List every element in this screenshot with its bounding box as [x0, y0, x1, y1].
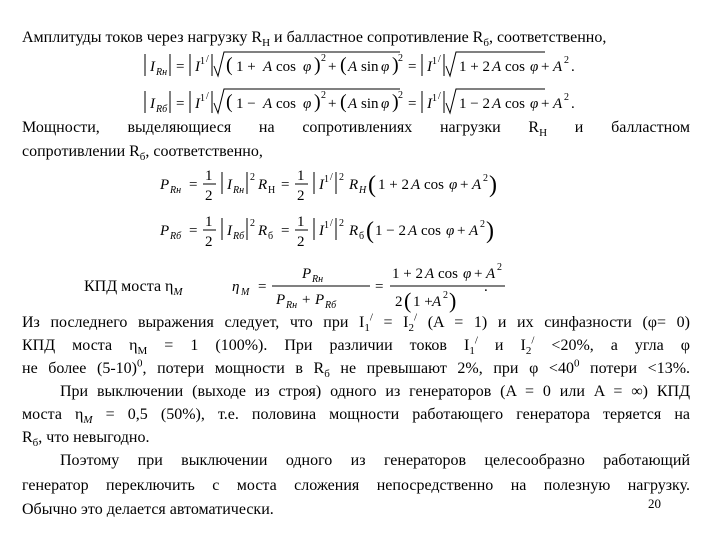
svg-text:Rн: Rн: [233, 185, 245, 196]
svg-text:1: 1: [200, 56, 205, 67]
svg-text:): ): [392, 54, 399, 76]
page-number: 20: [648, 496, 661, 511]
svg-text:=: =: [375, 279, 384, 295]
svg-text:/: /: [206, 91, 209, 102]
paragraph-line-4: При выключении (выходе из строя) одного из генераторов (A = 0 или A = ∞) КПД: [60, 383, 690, 400]
svg-text:(: (: [226, 91, 233, 113]
svg-text:б: б: [268, 231, 274, 242]
svg-text:2: 2: [398, 53, 403, 64]
svg-text:cos: cos: [424, 177, 444, 193]
svg-text:): ): [392, 91, 399, 113]
svg-text:A: A: [486, 266, 496, 282]
svg-text:φ: φ: [303, 59, 312, 75]
svg-text:φ: φ: [381, 59, 390, 75]
svg-text:1 − 2: 1 − 2: [459, 96, 490, 112]
svg-text:(: (: [368, 172, 376, 198]
svg-text:φ: φ: [303, 96, 312, 112]
svg-text:A: A: [263, 59, 273, 75]
svg-text:A: A: [472, 177, 482, 193]
svg-text:1: 1: [324, 220, 329, 231]
svg-text:+: +: [474, 266, 483, 282]
svg-text:.: .: [571, 59, 575, 75]
svg-text:/: /: [330, 172, 333, 183]
svg-text:1: 1: [297, 168, 305, 184]
svg-text:=: =: [281, 177, 290, 193]
svg-text:φ: φ: [446, 223, 455, 239]
svg-text:1 + 2: 1 + 2: [378, 177, 409, 193]
svg-text:=: =: [408, 59, 417, 75]
svg-text:I: I: [195, 59, 200, 75]
svg-text:P: P: [160, 177, 170, 193]
svg-text:2: 2: [480, 219, 485, 230]
svg-text:cos: cos: [276, 59, 296, 75]
svg-text:1 +: 1 +: [236, 59, 256, 75]
svg-text:A: A: [492, 96, 502, 112]
svg-text:): ): [449, 288, 457, 313]
svg-text:): ): [314, 91, 321, 113]
svg-text:A: A: [408, 223, 418, 239]
svg-text:A: A: [553, 96, 563, 112]
svg-text:P: P: [315, 292, 325, 308]
svg-text:P: P: [160, 223, 170, 239]
svg-text:2: 2: [339, 172, 344, 183]
svg-text:φ: φ: [530, 59, 539, 75]
formula-current-load: [145, 52, 575, 78]
svg-text:A: A: [553, 59, 563, 75]
svg-text:R: R: [349, 223, 359, 239]
svg-text:б: б: [359, 231, 365, 242]
svg-text:cos: cos: [276, 96, 296, 112]
paragraph-line-6: $R_б$, что невыгодно.: [22, 429, 150, 450]
svg-text:Rб: Rб: [233, 231, 245, 242]
svg-text:1 +: 1 +: [413, 294, 433, 310]
svg-text:+: +: [541, 59, 550, 75]
svg-text:1 + 2: 1 + 2: [459, 59, 490, 75]
svg-text:+: +: [460, 177, 469, 193]
svg-text:.: .: [484, 279, 488, 295]
svg-text:A: A: [492, 59, 502, 75]
svg-text:Rб: Rб: [325, 300, 337, 311]
svg-text:2: 2: [321, 90, 326, 101]
svg-text:η: η: [232, 279, 240, 295]
svg-text:I: I: [195, 96, 200, 112]
svg-text:I: I: [319, 223, 324, 239]
svg-text:(: (: [404, 288, 412, 313]
svg-text:sin: sin: [361, 96, 379, 112]
svg-text:=: =: [258, 279, 267, 295]
svg-text:1: 1: [324, 174, 329, 185]
paragraph-line-7: Поэтому при выключении одного из генераторов целесообразно работающий: [60, 452, 690, 469]
svg-text:1: 1: [205, 168, 213, 184]
svg-text:A: A: [432, 294, 442, 310]
svg-text:I: I: [227, 223, 232, 239]
intro-line-power: Мощности, выделяющиеся на сопротивлениях нагрузки $R_Н$ и балластном: [22, 119, 690, 140]
svg-text:2: 2: [443, 290, 448, 301]
svg-text:+: +: [328, 96, 337, 112]
svg-text:2: 2: [250, 218, 255, 229]
svg-text:2: 2: [297, 234, 305, 250]
paragraph-line-3: не более $(5-10)^0$, потери мощности в $R_б$ не превышают 2%, при $\varphi <40^0$ потери <13%.: [22, 357, 691, 381]
svg-text:2: 2: [497, 262, 502, 273]
svg-text:A: A: [411, 177, 421, 193]
svg-text:1: 1: [205, 214, 213, 230]
paragraph-line-8: генератор переключить с моста сложения непосредственно на полезную нагрузку.: [22, 477, 690, 494]
svg-text:): ): [314, 54, 321, 76]
svg-text:φ: φ: [449, 177, 458, 193]
svg-text:+: +: [328, 59, 337, 75]
svg-text:2: 2: [250, 172, 255, 183]
svg-text:=: =: [281, 223, 290, 239]
svg-text:2: 2: [205, 188, 213, 204]
svg-text:cos: cos: [505, 96, 525, 112]
svg-text:cos: cos: [438, 266, 458, 282]
svg-text:2: 2: [395, 294, 403, 310]
svg-text:cos: cos: [505, 59, 525, 75]
svg-text:I: I: [150, 96, 155, 112]
svg-text:1 − 2: 1 − 2: [375, 223, 406, 239]
svg-text:=: =: [189, 177, 198, 193]
svg-text:M: M: [241, 287, 250, 298]
svg-text:R: R: [349, 177, 359, 193]
svg-text:I: I: [427, 59, 432, 75]
svg-text:2: 2: [321, 53, 326, 64]
svg-text:cos: cos: [421, 223, 441, 239]
svg-text:R: R: [258, 223, 268, 239]
svg-text:2: 2: [483, 173, 488, 184]
svg-text:H: H: [359, 185, 367, 196]
svg-text:/: /: [438, 54, 441, 65]
svg-text:A: A: [263, 96, 273, 112]
intro-line-power-2: сопротивлении $R_б$, соответственно,: [22, 143, 263, 164]
svg-text:2: 2: [564, 55, 569, 66]
svg-text:Rн: Rн: [170, 185, 182, 196]
svg-text:/: /: [438, 91, 441, 102]
svg-text:I: I: [150, 59, 155, 75]
svg-text:=: =: [408, 96, 417, 112]
svg-text:φ: φ: [530, 96, 539, 112]
svg-text:φ: φ: [463, 266, 472, 282]
svg-text:2: 2: [297, 188, 305, 204]
svg-text:A: A: [469, 223, 479, 239]
svg-text:+: +: [302, 292, 311, 308]
svg-text:): ): [489, 172, 497, 198]
svg-text:=: =: [189, 223, 198, 239]
svg-text:1: 1: [432, 56, 437, 67]
svg-text:=: =: [176, 96, 185, 112]
svg-text:Rб: Rб: [170, 231, 182, 242]
svg-text:1 −: 1 −: [236, 96, 256, 112]
svg-text:P: P: [302, 266, 312, 282]
svg-text:1: 1: [432, 93, 437, 104]
svg-text:R: R: [258, 177, 268, 193]
svg-text:1 + 2: 1 + 2: [392, 266, 423, 282]
svg-text:2: 2: [339, 218, 344, 229]
svg-text:Rб: Rб: [156, 104, 168, 115]
svg-text:Rн: Rн: [312, 274, 324, 285]
svg-text:1: 1: [297, 214, 305, 230]
paragraph-line-5: моста $\eta_М = 0,5$ (50%), т.е. половина мощности работающего генератора теряется на: [22, 406, 691, 427]
svg-text:+: +: [457, 223, 466, 239]
paragraph-line-2: КПД моста $\eta_М = 1$ (100%). При различии токов $I_1^/$ и $I_2^/ <20\%$, а угла φ: [22, 334, 691, 358]
formula-power-ballast: [159, 214, 494, 250]
svg-text:Rн: Rн: [286, 300, 298, 311]
svg-text:sin: sin: [361, 59, 379, 75]
svg-text:Н: Н: [268, 185, 276, 196]
paragraph-line-1: Из последнего выражения следует, что при $I_1^/ = I_2^/$ (A = 1) и их синфазности (φ= 0): [22, 311, 690, 335]
svg-text:2: 2: [398, 90, 403, 101]
svg-text:2: 2: [205, 234, 213, 250]
intro-line-currents: Амплитуды токов через нагрузку $R_Н$ и балластное сопротивление $R_б$, соответственно,: [22, 29, 607, 50]
svg-text:/: /: [206, 54, 209, 65]
svg-text:.: .: [571, 96, 575, 112]
svg-text:2: 2: [564, 92, 569, 103]
svg-text:Rн: Rн: [156, 67, 168, 78]
svg-text:): ): [486, 218, 494, 244]
formula-current-ballast: [145, 89, 575, 115]
svg-text:I: I: [227, 177, 232, 193]
svg-text:I: I: [319, 177, 324, 193]
svg-text:A: A: [348, 59, 358, 75]
svg-text:(: (: [366, 218, 374, 244]
svg-text:I: I: [427, 96, 432, 112]
svg-text:1: 1: [200, 93, 205, 104]
svg-text:A: A: [425, 266, 435, 282]
svg-text:P: P: [276, 292, 286, 308]
formula-efficiency: [232, 262, 505, 313]
svg-text:A: A: [348, 96, 358, 112]
efficiency-label: КПД моста $\eta_М$: [84, 278, 183, 299]
svg-text:(: (: [226, 54, 233, 76]
svg-text:/: /: [330, 218, 333, 229]
svg-text:(: (: [340, 91, 347, 113]
svg-text:+: +: [541, 96, 550, 112]
svg-text:(: (: [340, 54, 347, 76]
svg-text:=: =: [176, 59, 185, 75]
paragraph-line-9: Обычно это делается автоматически.: [22, 501, 274, 518]
svg-text:φ: φ: [381, 96, 390, 112]
formula-power-load: [159, 168, 497, 204]
